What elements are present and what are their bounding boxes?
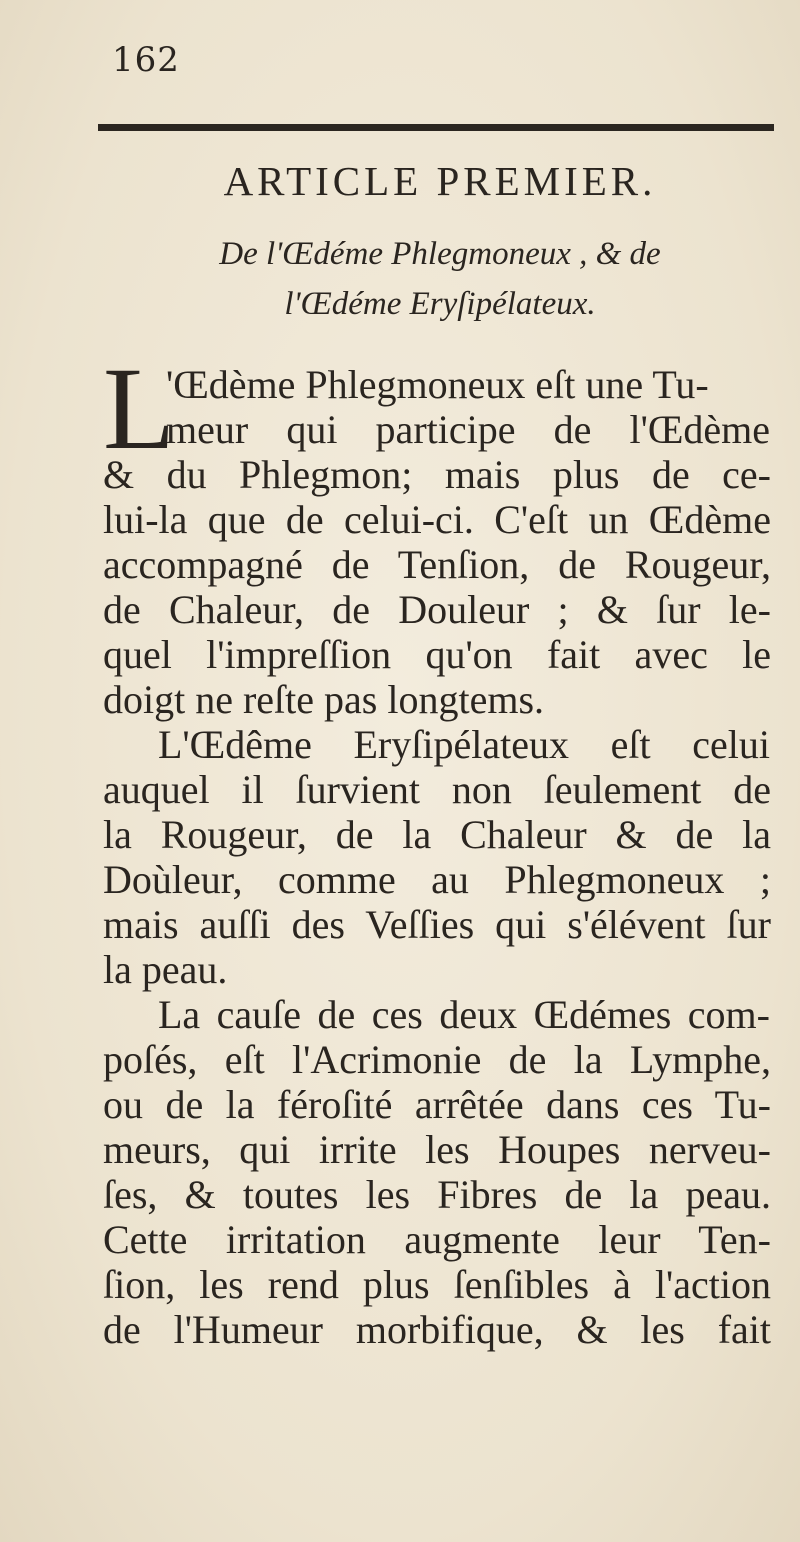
text-line: de l'Humeur morbifique, & les fait [103, 1307, 771, 1352]
page-number: 162 [112, 40, 180, 80]
drop-cap: L [103, 343, 176, 474]
text-line: & du Phlegmon; mais plus de ce- [103, 452, 771, 497]
text-line: Doùleur, comme au Phlegmoneux ; [103, 857, 771, 902]
article-subtitle-line-1: De l'Œdéme Phlegmoneux , & de [219, 236, 661, 272]
text-line: mais auſſi des Veſſies qui s'élévent ſur [103, 902, 771, 947]
text-line: ou de la féroſité arrêtée dans ces Tu- [103, 1082, 771, 1127]
text-line: de Chaleur, de Douleur ; & ſur le- [103, 587, 771, 632]
text-line: accompagné de Tenſion, de Rougeur, [103, 542, 771, 587]
text-line: poſés, eſt l'Acrimonie de la Lymphe, [103, 1037, 771, 1082]
text-line: la peau. [103, 947, 228, 992]
article-heading: ARTICLE PREMIER. [223, 158, 657, 204]
text-line: ſes, & toutes les Fibres de la peau. [103, 1172, 771, 1217]
text-line: L'Œdême Eryſipélateux eſt celui [158, 722, 770, 767]
text-line: meurs, qui irrite les Houpes nerveu- [103, 1127, 771, 1172]
text-line: Cette irritation augmente leur Ten- [103, 1217, 771, 1262]
text-line: doigt ne reſte pas longtems. [103, 677, 545, 722]
text-line: quel l'impreſſion qu'on fait avec le [103, 632, 771, 677]
text-line: 'Œdème Phlegmoneux eſt une Tu- [166, 362, 709, 407]
article-subtitle-line-2: l'Œdéme Eryſipélateux. [284, 286, 596, 322]
text-line: meur qui participe de l'Œdème [166, 407, 770, 452]
text-line: La cauſe de ces deux Œdémes com- [158, 992, 770, 1037]
text-line: ſion, les rend plus ſenſibles à l'action [103, 1262, 771, 1307]
text-line: lui-la que de celui-ci. C'eſt un Œdème [103, 497, 771, 542]
text-line: auquel il ſurvient non ſeulement de [103, 767, 771, 812]
text-line: la Rougeur, de la Chaleur & de la [103, 812, 771, 857]
header-rule [98, 124, 774, 131]
